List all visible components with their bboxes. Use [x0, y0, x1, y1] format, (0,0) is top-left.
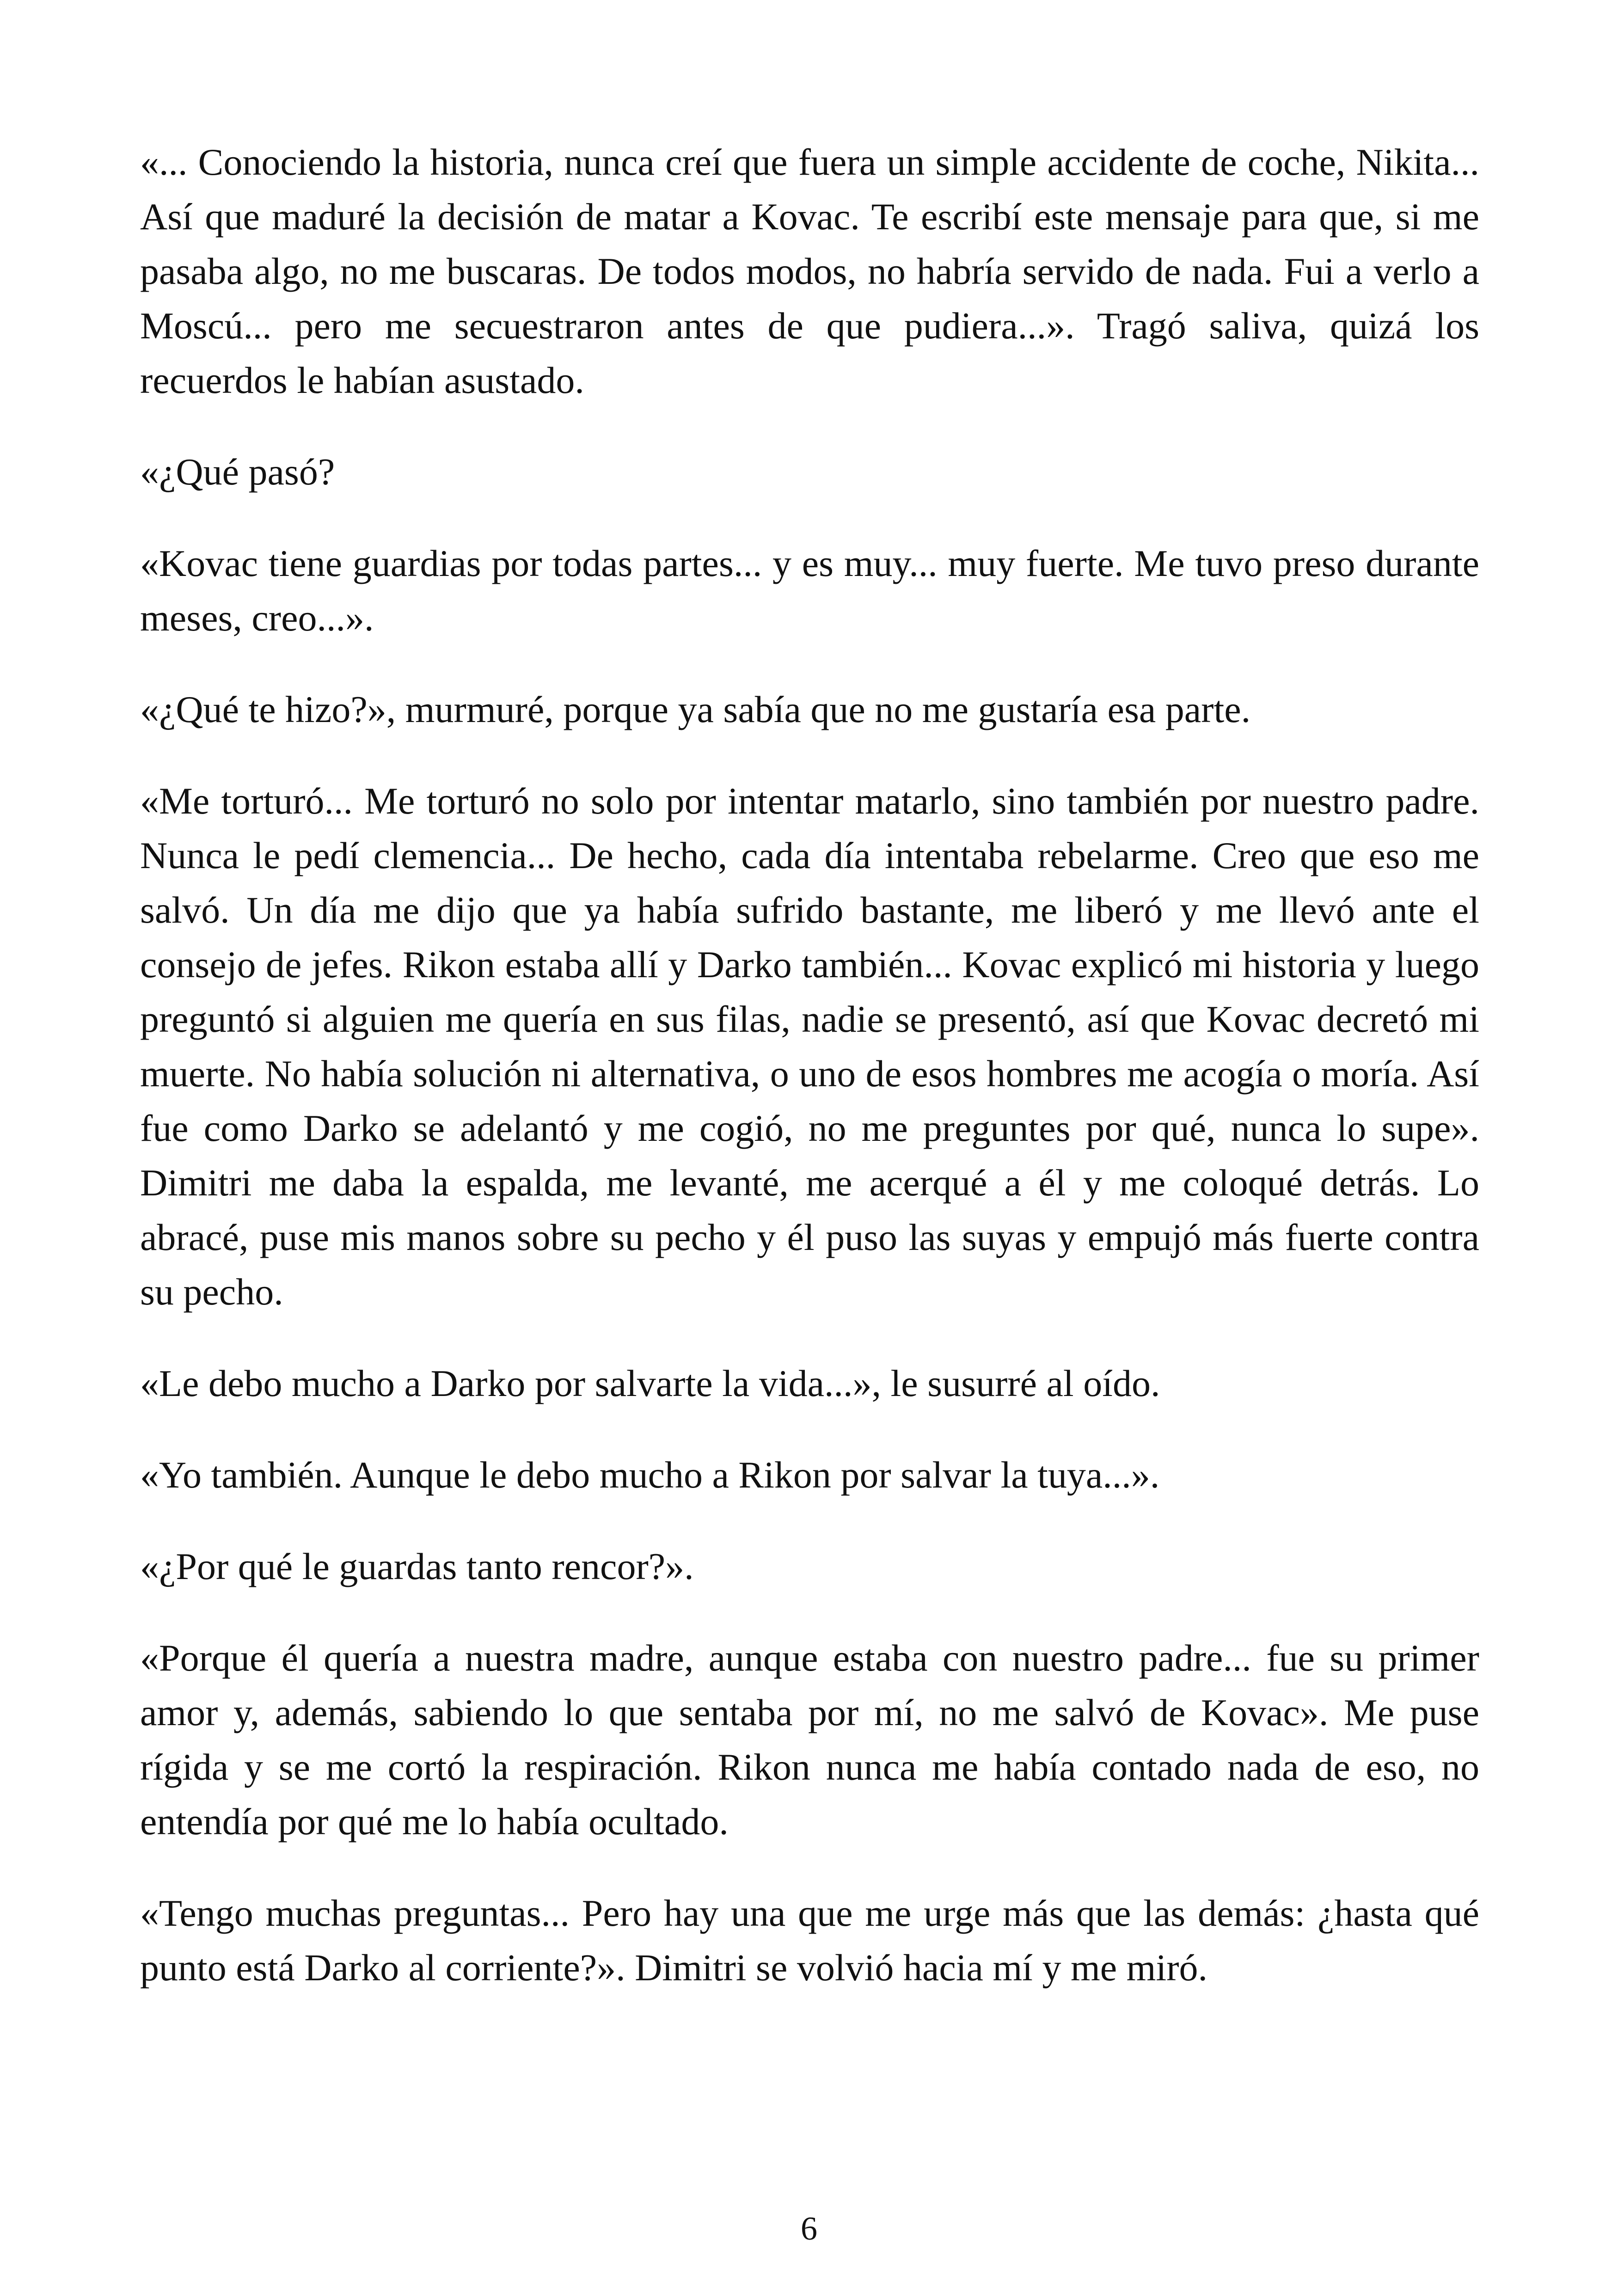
paragraph-9: «Porque él quería a nuestra madre, aunque estaba con nuestro padre... fue su primer amor y, además, sabiendo lo que sentaba por mí, no me salvó de Kovac». Me puse rígida y se me cortó la respiración. Rikon nunca me había contado nada de eso, no entendía por qué me lo había ocultado.: [140, 1637, 1479, 1843]
paragraph-1: «... Conociendo la historia, nunca creí que fuera un simple accidente de coche, Nikita... Así que maduré la decisión de matar a Kovac. Te escribí este mensaje para que, si me pasaba algo, no me buscaras. De todos modos, no habría servido de nada. Fui a verlo a Moscú... pero me secuestraron antes de que pudiera...». Tragó saliva, quizá los recuerdos le habían asustado.: [140, 141, 1479, 401]
paragraph-6: «Le debo mucho a Darko por salvarte la vida...», le susurré al oído.: [140, 1362, 1160, 1404]
paragraph-3: «Kovac tiene guardias por todas partes... y es muy... muy fuerte. Me tuvo preso durante meses, creo...».: [140, 542, 1479, 639]
page-number: 6: [801, 2210, 817, 2247]
paragraph-7: «Yo también. Aunque le debo mucho a Rikon por salvar la tuya...».: [140, 1454, 1160, 1496]
paragraph-4: «¿Qué te hizo?», murmuré, porque ya sabía que no me gustaría esa parte.: [140, 688, 1251, 730]
paragraph-10: «Tengo muchas preguntas... Pero hay una que me urge más que las demás: ¿hasta qué punto está Darko al corriente?». Dimitri se volvió hacia mí y me miró.: [140, 1892, 1479, 1989]
page-body: [140, 135, 1479, 2032]
paragraph-8: «¿Por qué le guardas tanto rencor?».: [140, 1545, 694, 1587]
paragraph-2: «¿Qué pasó?: [140, 451, 335, 493]
paragraph-5: «Me torturó... Me torturó no solo por intentar matarlo, sino también por nuestro padre. Nunca le pedí clemencia... De hecho, cada día intentaba rebelarme. Creo que eso me salvó. Un día me dijo que ya había sufrido bastante, me liberó y me llevó ante el consejo de jefes. Rikon estaba allí y Darko también... Kovac explicó mi historia y luego preguntó si alguien me quería en sus filas, nadie se presentó, así que Kovac decretó mi muerte. No había solución ni alternativa, o uno de esos hombres me acogía o moría. Así fue como Darko se adelantó y me cogió, no me preguntes por qué, nunca lo supe». Dimitri me daba la espalda, me levanté, me acerqué a él y me coloqué detrás. Lo abracé, puse mis manos sobre su pecho y él puso las suyas y empujó más fuerte contra su pecho.: [140, 780, 1479, 1313]
